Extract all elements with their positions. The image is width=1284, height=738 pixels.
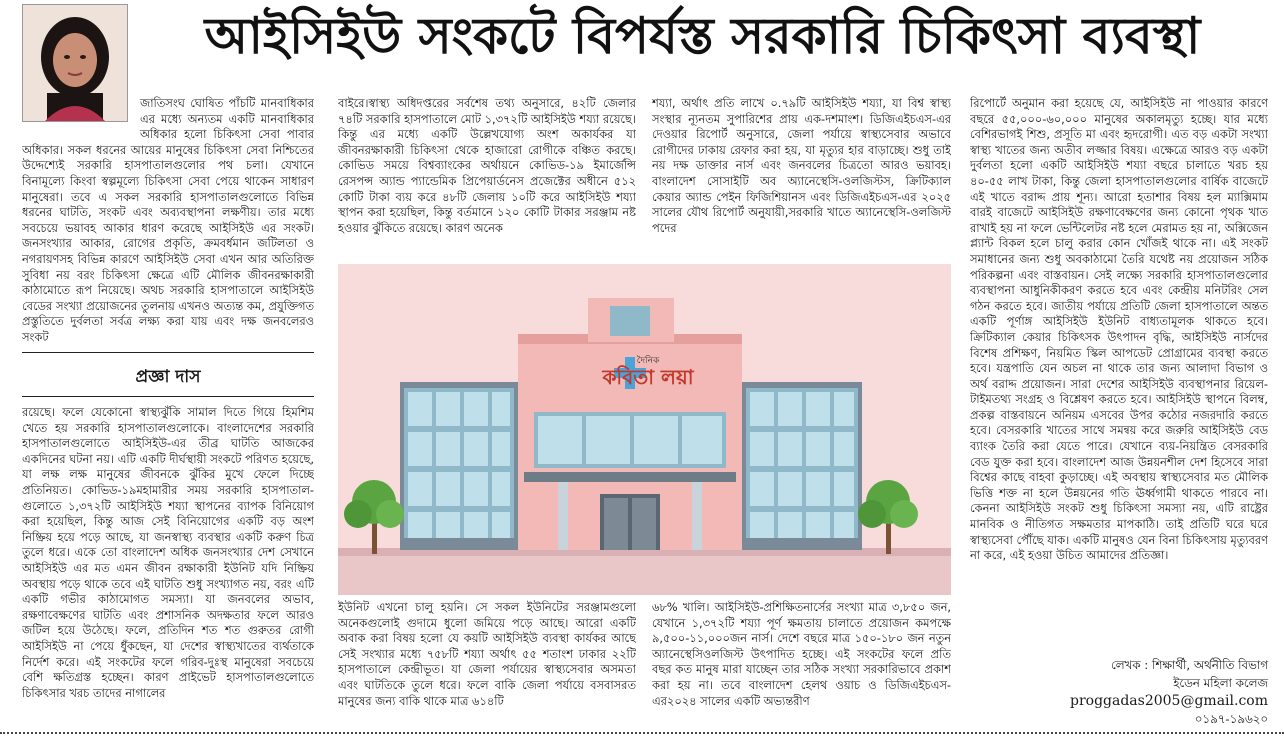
col2-bottom xyxy=(338,600,636,728)
col2-top-paragraph: বাইরে।স্বাস্থ্য অধিদপ্তরের সর্বশেষ তথ্য অনুসারে, ৪২টি জেলার ৭৪টি সরকারি হাসপাতালে মোট ১,৩৭২টি আইসিইউ শয্যা রয়েছে। কিন্তু এর মধ্যে একটি উল্লেখযোগ্য অংশ অকার্যকর যা জীবনরক্ষাকারী চিকিৎসা থেকে হাজারো রোগীকে বঞ্চিত করছে। কোভিড সময়ে বিশ্বব্যাংকের অর্থায়নে কোভিড-১৯ ইমার্জেন্সি রেসপন্স অ্যান্ড প্যান্ডেমিক প্রিপেয়ার্ডনেস প্রজেক্টের অধীনে ৫১২ কোটি টাকা ব্যয় করে ৪৮টি জেলায় ১০টি করে আইসিইউ শয্যা স্থাপন করা হয়েছিল, কিন্তু বর্তমানে ১২০ কোটি টাকার সরঞ্জাম নষ্ট হওয়ার ঝুঁকিতে রয়েছে। কারণ অনেক xyxy=(338,96,636,235)
col3-top-paragraph: শয্যা, অর্থাৎ প্রতি লাখে ০.৭৯টি আইসিইউ শয্যা, যা বিশ্ব স্বাস্থ্য সংস্থার ন্যূনতম সুপারিশের প্রায় এক-দশমাংশ। ডিজিএইচএস-এর দেওয়ার রিপোর্ট অনুসারে, জেলা পর্যায়ে স্বাস্থ্যসেবার অভাবে রোগীদের ঢাকায় রেফার করা হয়, যা মৃত্যুর হার বাড়াচ্ছে। শুধু তাই নয় দক্ষ ডাক্তার নার্স এবং জনবলের চিত্রতো আরও ভয়াবহ। বাংলাদেশ সোসাইটি অব অ্যানেস্থেসি-ওলজিস্টস, ক্রিটিক্যাল কেয়ার অ্যান্ড পেইন ফিজিশিয়ানস এবং ডিজিএইচএস-এর ২০২৫ সালের যৌথ রিপোর্ট অনুযায়ী,সরকারি খাতে অ্যানেস্থেসি-ওলজিস্ট পদের xyxy=(652,96,951,235)
hospital-building-icon xyxy=(338,264,951,595)
col2-top xyxy=(338,96,636,254)
logo-main-text: কবিতা লয়া xyxy=(602,365,694,389)
col1-top-paragraph: জাতিসংঘ ঘোষিত পাঁচটি মানবাধিকার এর মধ্যে অন্যতম একটি মানবাধিকার অধিকার হলো চিকিৎসা সেবা পাবার অধিকার। সকল ধরনের আয়ের মানুষের চিকিৎসা সেবা নিশ্চিতের উদ্দেশ্যেই সরকারি হাসপাতালগুলোর পথ চলা। যেখানে বিনামূল্যে কিংবা স্বল্পমূল্যে চিকিৎসা সেবা পেয়ে থাকেন সাধারণ মানুষেরা। তবে এ সকল সরকারি হাসপাতালগুলোতে বিভিন্ন ধরনের ঘাটতি, সংকট এবং অব্যবস্থাপনা লক্ষণীয়। তার মধ্যে সবচেয়ে ভয়াবহ আকার ধারণ করেছে আইসিইউ এর সংকট। জনসংখ্যার আকার, রোগের প্রকৃতি, ক্রমবর্ধমান জটিলতা ও নগরায়ণসহ বিভিন্ন কারণে আইসিইউ সেবা এখন আর অতিরিক্ত সুবিধা নয় বরং চিকিৎসা ক্ষেত্রে এটি মৌলিক জীবনরক্ষাকারী কাঠামোতে রূপ নিয়েছে। অথচ সরকারি হাসপাতালে আইসিইউ বেডের সংখ্যা প্রয়োজনের তুলনায় এখনও অত্যন্ত কম, প্রযুক্তিগত প্রস্তুতিতে দুর্বলতা সর্বত্র লক্ষ্য করা যায় এবং দক্ষ জনবলেরও সংকট xyxy=(22,96,314,344)
author-signature xyxy=(980,656,1268,728)
signature-line1: লেখক : শিক্ষার্থী, অর্থনীতি বিভাগ xyxy=(1110,658,1268,672)
signature-line2: ইডেন মহিলা কলেজ xyxy=(1173,676,1268,690)
col3-bottom xyxy=(652,600,951,728)
col4 xyxy=(970,96,1268,656)
col2-bottom-paragraph: ইউনিট এখনো চালু হয়নি। সে সকল ইউনিটের সরঞ্জামগুলো অনেকগুলোই গুদামে ধুলো জমিয়ে পড়ে আছে। আরো একটি অবাক করা বিষয় হলো যে কয়টি আইসিইউ ব্যবস্থা কার্যকর আছে সেই সংখ্যার মধ্যে ৭৫৮টি শয্যা অর্থাৎ ৫৫ শতাংশ ঢাকার ২২টি হাসপাতালে কেন্দ্রীভূত। যা জেলা পর্যায়ের স্বাস্থ্যসেবার অসমতা এবং ঘাটতিকে তুলে ধরে। ফলে বাকি জেলা পর্যায়ে বসবাসরত মানুষের জন্য বাকি থাকে মাত্র ৬১৪টি xyxy=(338,600,636,708)
bottom-divider xyxy=(0,732,1284,737)
col1-bottom xyxy=(22,405,314,727)
col4-paragraph: রিপোর্টে অনুমান করা হয়েছে যে, আইসিইউ না পাওয়ার কারণে বছরে ৫৫,০০০-৬০,০০০ মানুষের অকালমৃত্যু হচ্ছে। যার মধ্যে বেশিরভাগই শিশু, প্রসূতি মা এবং হৃদরোগী। এত বড় একটা সংখ্যা স্বাস্থ্য খাতের জন্য অতীব লজ্জার বিষয়। এক্ষেত্রে আরও বড় একটা দুর্বলতা হলো একটি আইসিইউ শয্যা বছরে চালাতে খরচ হয় ৪০-৫৫ লাখ টাকা, কিন্তু জেলা হাসপাতালগুলোর বার্ষিক বাজেটে এই খাতে বরাদ্দ প্রায় শূন্য। আরো হতাশার বিষয় হল ম্যাক্সিমাম বারই বাজেটে আইসিইউ রক্ষণাবেক্ষণের জন্য কোনো পৃথক খাত রাখাই হয় না ফলে ভেন্টিলেটর নষ্ট হলে মেরামত হয় না, অক্সিজেন প্ল্যান্ট বিকল হলে চালু করার কোন খোঁজই থাকে না। এই সংকট সমাধানের জন্য শুধু অবকাঠামো তৈরি যথেষ্ট নয় প্রয়োজন সঠিক পরিকল্পনা এবং বাস্তবায়ন। সেই লক্ষ্যে সরকারি হাসপাতালগুলোর ব্যবস্থাপনা আধুনিকীকরণ করতে হবে এবং কেন্দ্রীয় মনিটরিং সেল গঠন করতে হবে। জাতীয় পর্যায়ে প্রতিটি জেলা হাসপাতালে অন্তত একটি পূর্ণাঙ্গ আইসিইউ ইউনিট বাধ্যতামূলক থাকতে হবে। ক্রিটিক্যাল কেয়ার চিকিৎসক উৎপাদন বৃদ্ধি, আইসিইউ নার্সদের বিশেষ প্রশিক্ষণ, নিয়মিত স্কিল আপডেট প্রোগ্রামের ব্যবস্থা করতে হবে। যন্ত্রপাতি যেন অচল না থাকে তার জন্য আলাদা বিভাগ ও অর্থ বরাদ্দ প্রয়োজন। সারা দেশের আইসিইউ ব্যবস্থাপনার রিয়েল-টাইমতথ্য সংগ্রহ ও বিশ্লেষণ করতে হবে। আইসিইউ স্থাপনে বিলম্ব, প্রকল্প বাস্তবায়নে অনিয়ম এসবের উপর কঠোর নজরদারি করতে হবে। বেসরকারি খাতের সাথে সমন্বয় করে জরুরি আইসিইউ বেড ব্যাংক তৈরি করা যেতে পারে। যেখানে ব্যয়-নিয়ন্ত্রিত বেসরকারি বেড যুক্ত করা হবে। বাংলাদেশ আজ উন্নয়নশীল দেশ হিসেবে সারা বিশ্বের কাছে বাহবা কুড়াচ্ছে। এই অবস্থায় স্বাস্থ্যসেবার মত মৌলিক ভিত্তি শক্ত না হলে উন্নয়নের গতি ঊর্ধ্বগামী থাকতে পারবে না। কেননা আইসিইউ সংকট শুধু চিকিৎসা সমস্যা নয়, এটি রাষ্ট্রের মানবিক ও নীতিগত সক্ষমতার মাপকাঠি। তাই প্রতিটি ঘরে ঘরে স্বাস্থ্যসেবা পৌঁছে যাক। একটি মানুষও যেন বিনা চিকিৎসায় মৃত্যুবরণ না করে, এই হওয়া উচিত আমাদের প্রতিজ্ঞা। xyxy=(970,96,1268,563)
headline: আইসিইউ সংকটে বিপর্যস্ত সরকারি চিকিৎসা ব্যবস্থা xyxy=(204,6,1201,65)
signature-email: proggadas2005@gmail.com xyxy=(1069,693,1268,709)
logo-small-text: দৈনিক xyxy=(636,356,660,366)
col1-bottom-paragraph: রয়েছে। ফলে যেকোনো স্বাস্থ্যঝুঁকি সামাল দিতে গিয়ে হিমশিম খেতে হয় সরকারি হাসপাতালগুলোকে। বাংলাদেশের সরকারি হাসপাতালগুলোতে আইসিইউ-এর তীব্র ঘাটতি আজকের একদিনের ঘটনা নয়। এটি একটি দীর্ঘস্থায়ী সংকটে পরিণত হয়েছে, যা লক্ষ লক্ষ মানুষের জীবনকে ঝুঁকির মুখে ফেলে দিচ্ছে প্রতিনিয়ত। কোভিড-১৯মহামারীর সময় সরকারি হাসপাতাল-গুলোতে ১,৩৭২টি আইসিইউ শয্যা স্থাপনের ব্যাপক বিনিয়োগ করা হয়েছিল, কিন্তু আজ সেই বিনিয়োগের একটি বড় অংশ নিষ্ক্রিয় হয়ে পড়ে আছে, যা জনস্বাস্থ্য ব্যবস্থার একটি করুণ চিত্র তুলে ধরে। একে তো বাংলাদেশ অধিক জনসংখ্যার দেশ সেখানে আইসিইউ এর মত এমন জীবন রক্ষাকারী ইউনিট যদি নিষ্ক্রিয় অবস্থায় পড়ে থাকে তবে এই ঘাটতি শুধু সংখ্যাগত নয়, বরং এটি একটি গভীর কাঠামোগত সমস্যা। যা জনবলের অভাব, রক্ষণাবেক্ষণের ঘাটতি এবং প্রশাসনিক অদক্ষতার ফলে আরও জটিল হয়ে উঠেছে। ফলে, প্রতিদিন শত শত গুরুতর রোগী আইসিইউ না পেয়ে ধুঁকছেন, যা দেশের স্বাস্থ্যখাতের ব্যর্থতাকে নির্দেশ করে। এই সংকটের ফলে গরিব-দুঃস্থ মানুষেরা সবচেয়ে বেশি ক্ষতিগ্রস্ত হচ্ছেন। কারণ প্রাইভেট হাসপাতালগুলোতে চিকিৎসার খরচ তাদের নাগালের xyxy=(22,405,314,700)
col3-top xyxy=(652,96,951,254)
byline-rule-top xyxy=(22,352,314,353)
byline-rule-bottom xyxy=(22,396,314,397)
signature-phone: ০১৯৭-১৯৬২০ xyxy=(1194,712,1268,726)
col3-bottom-paragraph: ৬৮% খালি। আইসিইউ-প্রশিক্ষিতনার্সের সংখ্যা মাত্র ৩,৮৫০ জন, যেখানে ১,৩৭২টি শয্যা পূর্ণ ক্ষমতায় চালাতে প্রয়োজন কমপক্ষে ৯,৫০০-১১,০০০জন নার্স। দেশে বছরে মাত্র ১৫০-১৮০ জন নতুন অ্যানেস্থেসিওলজিস্ট উৎপাদিত হচ্ছে। এই সংকটের ফলে প্রতি বছর কত মানুষ মারা যাচ্ছেন তার সঠিক সংখ্যা সরকারিভাবে প্রকাশ করা হয় না। তবে বাংলাদেশ হেলথ ওয়াচ ও ডিজিএইচএস-এর২০২৪ সালের একটি অভ্যন্তরীণ xyxy=(652,600,951,708)
hospital-illustration xyxy=(338,264,951,595)
newspaper-logo-watermark xyxy=(578,356,718,388)
byline: প্রজ্ঞা দাস xyxy=(135,367,201,387)
photo-spacer xyxy=(22,96,140,128)
col1-top-block xyxy=(22,96,314,348)
